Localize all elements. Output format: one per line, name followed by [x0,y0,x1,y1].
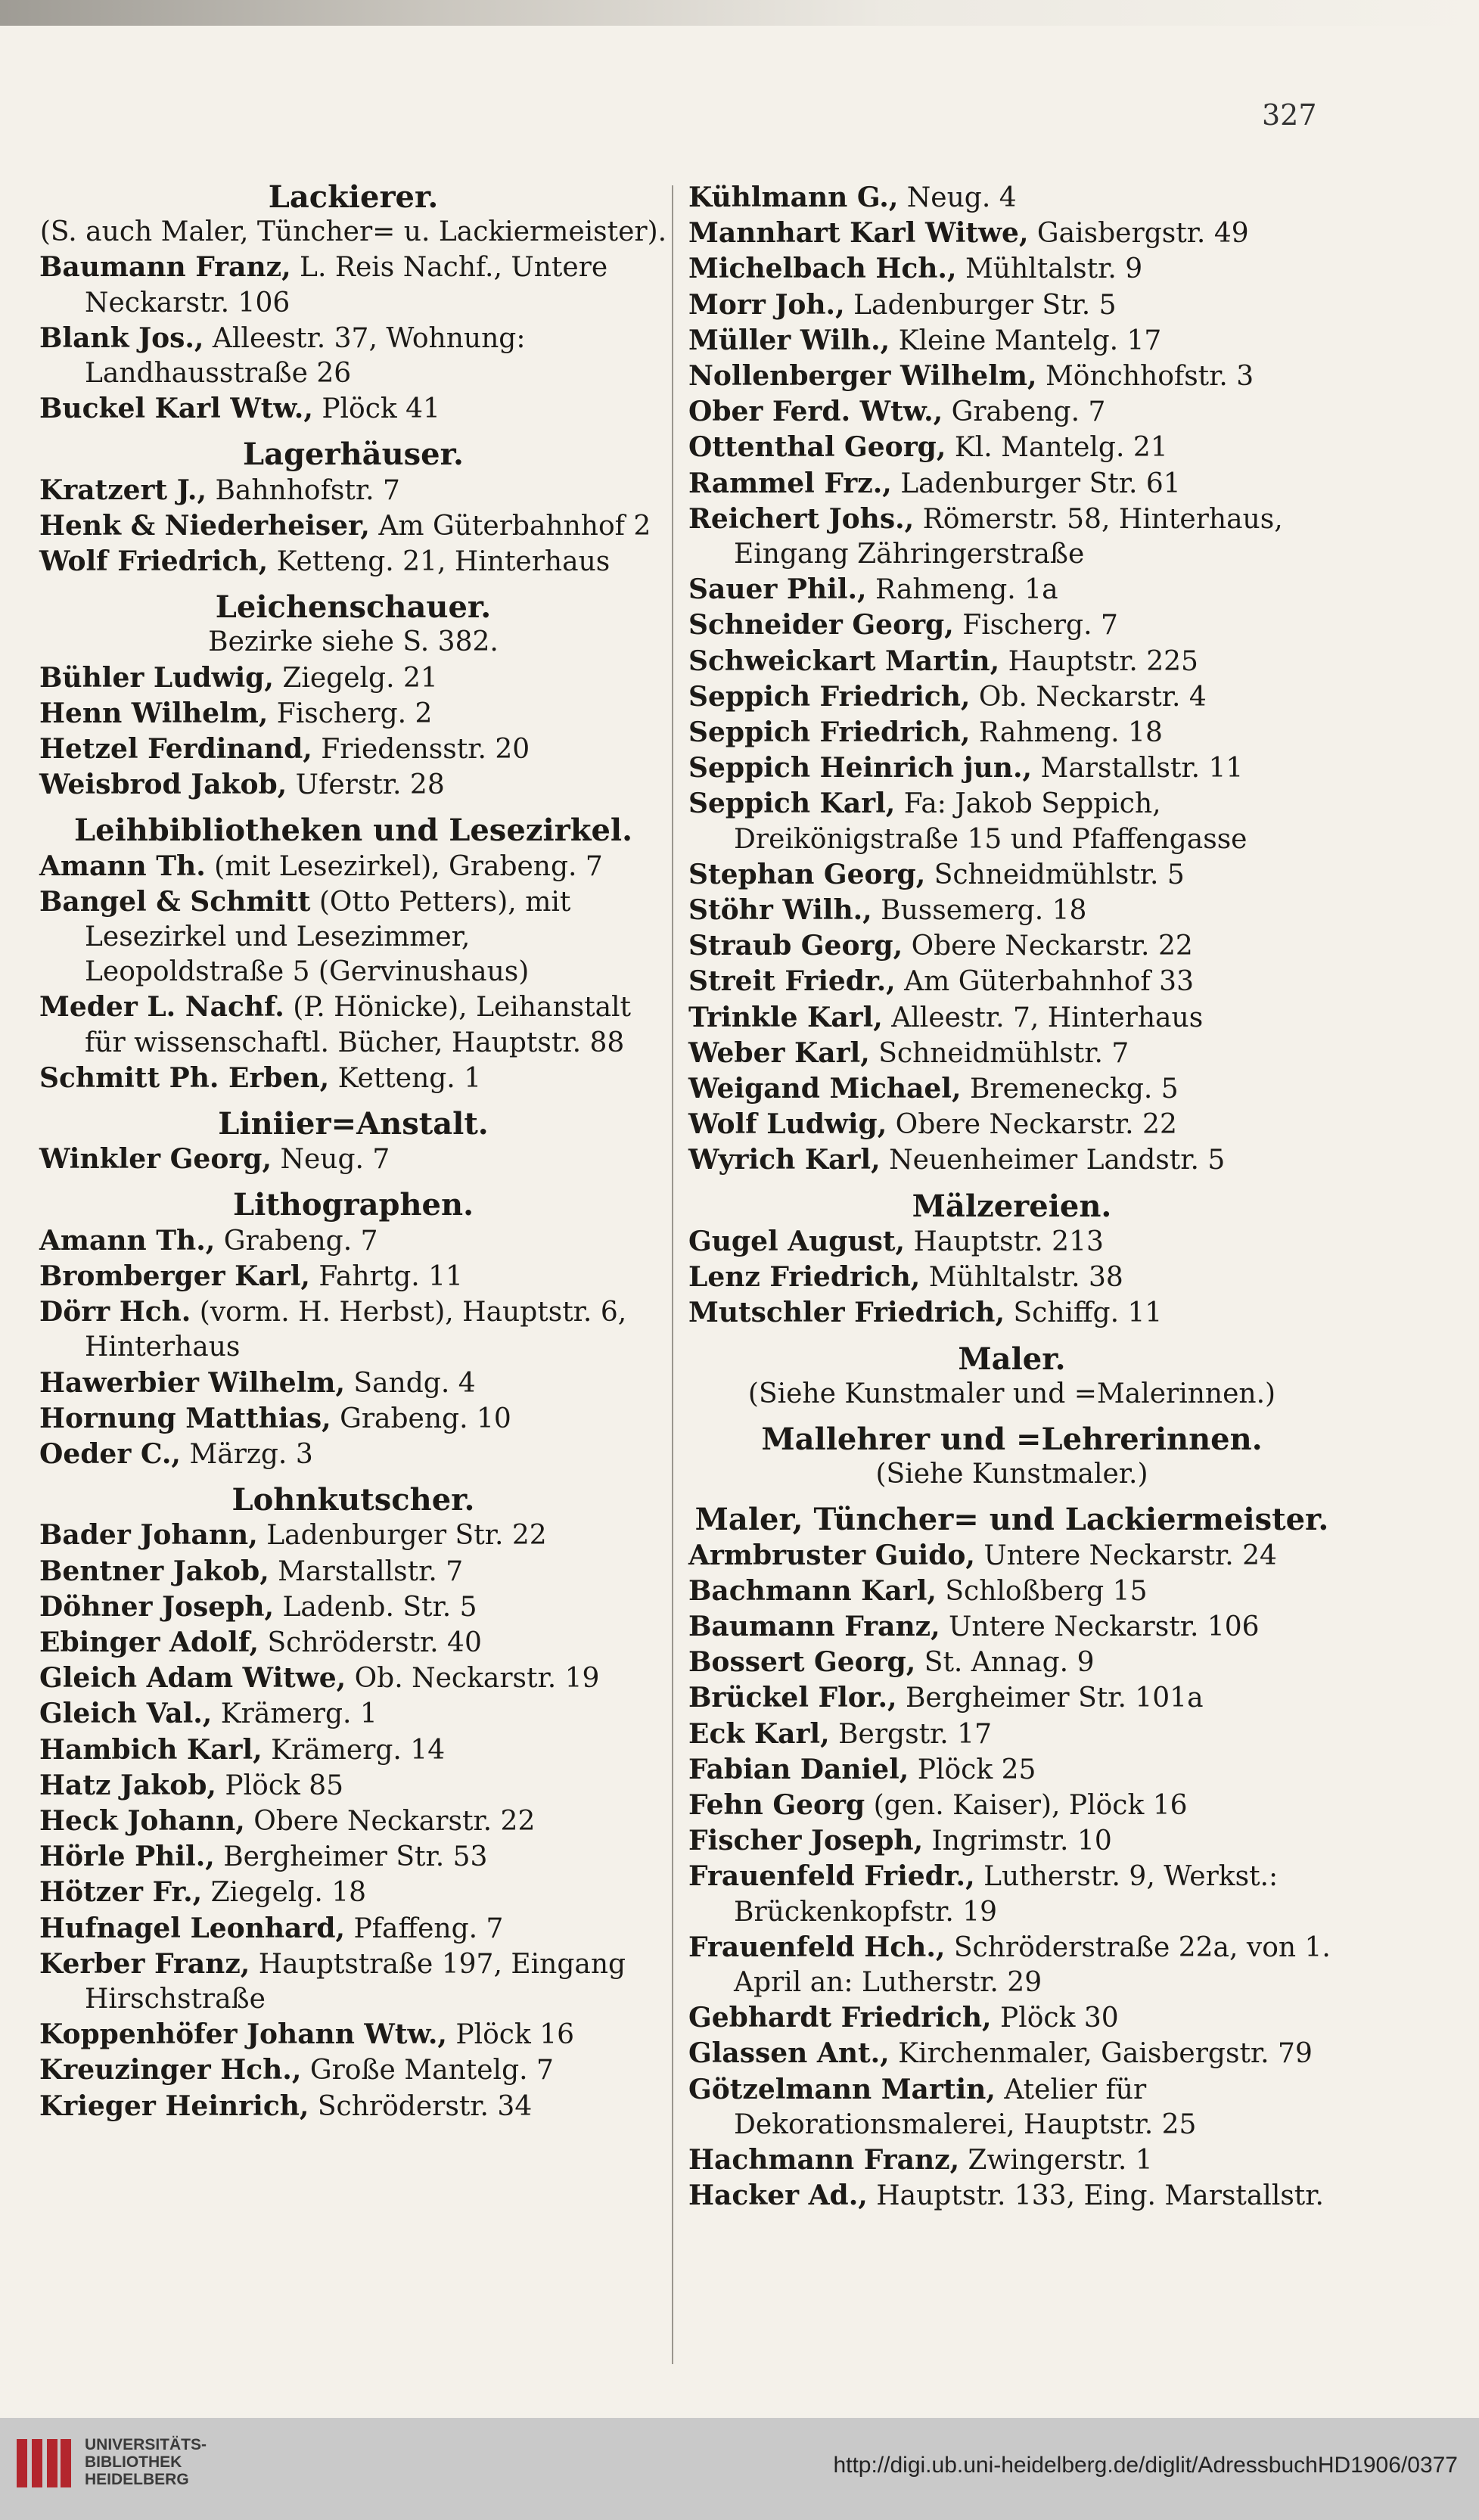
directory-entry [688,1538,1335,1574]
entry-name: Weber Karl, [688,1036,870,1069]
entry-address: Plöck 16 [446,2019,575,2051]
entry-address: Fahrtg. 11 [309,1260,463,1292]
entry-name: Straub Georg, [688,930,903,962]
directory-entry [39,1839,667,1875]
entry-name: Seppich Friedrich, [688,716,971,749]
entry-name: Ober Ferd. Wtw., [688,396,943,428]
section-heading: Lohnkutscher. [231,1482,475,1518]
directory-entry [688,1752,1335,1788]
entry-address: Obere Neckarstr. 22 [887,1109,1177,1141]
entry-address: Sandg. 4 [344,1367,476,1399]
entry-address: Kleine Mantelg. 17 [890,325,1162,356]
entry-name: Hachmann Franz, [688,2143,960,2176]
entry-address: Fischerg. 2 [268,698,433,729]
entry-name: Gleich Adam Witwe, [39,1662,346,1695]
directory-entry [39,391,667,427]
entry-address: Ingrimstr. 10 [923,1826,1112,1857]
directory-entry [39,321,667,391]
entry-address: Märzg. 3 [180,1438,313,1470]
entry-address: Atelier für Dekorationsmalerei, Hauptstr. 25 [734,2074,1197,2140]
entry-address: Rahmeng. 1a [866,574,1058,606]
entry-name: Hatz Jakob, [39,1769,216,1801]
directory-entry [688,1224,1335,1260]
entry-name: Schneider Georg, [688,609,954,642]
entry-address: Kl. Mantelg. 21 [946,432,1168,464]
entry-name: Bader Johann, [39,1519,258,1552]
directory-entry [688,1645,1335,1680]
page-number: 327 [1262,98,1317,132]
section-gap [39,1096,667,1107]
entry-name: Trinkle Karl, [688,1001,883,1033]
entry-name: Weisbrod Jakob, [39,769,287,801]
directory-entry [39,1366,667,1401]
section-gap [688,1179,1335,1189]
entry-address: (vorm. H. Herbst), Hauptstr. 6, Hinterhaus [85,1297,627,1363]
entry-name: Kratzert J., [39,474,207,506]
directory-entry [688,1574,1335,1609]
directory-entry [688,2178,1335,2214]
section-gap [39,580,667,590]
section-heading: Maler, Tüncher= und Lackiermeister. [694,1502,1329,1538]
entry-address: Bergheimer Str. 53 [214,1841,488,1873]
directory-entry [39,1223,667,1259]
section-gap [39,803,667,813]
entry-name: Amann Th. [39,850,206,882]
entry-address: Ladenburger Str. 22 [257,1520,547,1552]
entry-name: Koppenhöfer Johann Wtw., [39,2018,447,2051]
entry-address: Rahmeng. 18 [970,717,1163,749]
entry-address: Große Mantelg. 7 [301,2055,554,2087]
directory-entry [39,1294,667,1365]
directory-entry [688,2036,1335,2071]
directory-entry [39,544,667,580]
directory-entry [688,180,1335,216]
entry-name: Amann Th., [39,1224,216,1257]
section-heading: Lithographen. [232,1187,474,1223]
section-heading: Mälzereien. [912,1188,1112,1224]
directory-entry [688,928,1335,964]
entry-name: Michelbach Hch., [688,253,957,285]
directory-entry [688,287,1335,323]
entry-address: Schneidmühlstr. 5 [925,859,1185,890]
directory-entry [688,2142,1335,2178]
directory-entry [688,1930,1335,2000]
entry-address: Am Güterbahnhof 33 [895,966,1194,998]
section-gap [688,1492,1335,1502]
directory-entry [39,2017,667,2052]
entry-address: Ziegelg. 21 [273,662,438,694]
directory-entry [688,466,1335,502]
entry-name: Gebhardt Friedrich, [688,2002,992,2034]
entry-address: Obere Neckarstr. 22 [903,931,1193,962]
entry-name: Frauenfeld Friedr., [688,1860,975,1893]
entry-name: Kühlmann G., [688,182,899,213]
entry-name: Wolf Friedrich, [39,545,269,578]
directory-entry [688,1788,1335,1823]
entry-address: Mönchhofstr. 3 [1036,361,1254,393]
entry-name: Brückel Flor., [688,1682,897,1714]
directory-entry [39,1661,667,1696]
directory-entry [39,1259,667,1294]
entry-name: Rammel Frz., [688,467,892,499]
directory-entry [39,1768,667,1804]
entry-address: Uferstr. 28 [287,769,445,801]
entry-name: Morr Joh., [688,288,845,321]
entry-address: Grabeng. 7 [943,396,1106,428]
entry-name: Fischer Joseph, [688,1825,924,1857]
entry-address: Mühltalstr. 38 [920,1262,1123,1294]
entry-name: Bossert Georg, [688,1646,916,1679]
entry-name: Dörr Hch. [39,1296,191,1328]
entry-name: Oeder C., [39,1437,181,1470]
entry-address: Bergstr. 17 [829,1718,992,1750]
directory-entry [688,1680,1335,1716]
entry-address: Marstallstr. 11 [1032,753,1244,785]
entry-name: Glassen Ant., [688,2037,890,2070]
entry-address: Obere Neckarstr. 22 [244,1805,536,1837]
entry-address: Schiffg. 11 [1005,1297,1163,1329]
entry-name: Bromberger Karl, [39,1260,310,1292]
directory-entry [688,607,1335,643]
section-gap [688,1331,1335,1342]
directory-entry [39,1804,667,1839]
directory-entry [39,884,667,990]
entry-name: Armbruster Guido, [688,1539,975,1571]
directory-entry [688,1000,1335,1036]
directory-entry [688,1260,1335,1295]
entry-name: Schmitt Ph. Erben, [39,1061,330,1094]
entry-address: Alleestr. 37, Wohnung: Landhausstraße 26 [85,322,526,390]
directory-entry [688,572,1335,607]
directory-entry [39,1911,667,1947]
entry-name: Seppich Heinrich jun., [688,752,1033,785]
directory-entry [688,750,1335,786]
entry-address: Bergheimer Str. 101a [896,1683,1204,1714]
entry-name: Schweickart Martin, [688,645,1000,677]
entry-address: Ladenb. Str. 5 [274,1591,477,1623]
directory-entry [688,1609,1335,1645]
entry-address: (Otto Petters), mit Lesezirkel und Lesezimmer, Leopoldstraße 5 (Gervinushaus) [85,886,571,988]
directory-entry [39,990,667,1060]
entry-name: Blank Jos., [39,322,204,354]
entry-name: Meder L. Nachf. [39,991,284,1024]
entry-address: Hauptstr. 225 [999,645,1198,677]
entry-name: Gugel August, [688,1225,906,1257]
entry-name: Seppich Friedrich, [688,680,971,713]
entry-address: Plöck 25 [909,1754,1036,1785]
directory-entry [688,715,1335,750]
directory-entry [688,786,1335,856]
entry-address: Neug. 4 [898,182,1017,213]
university-library-logo-icon [14,2433,74,2494]
directory-entry [688,430,1335,465]
directory-entry [39,696,667,732]
entry-name: Götzelmann Martin, [688,2073,996,2105]
directory-entry [39,1518,667,1553]
entry-address: Schröderstraße 22a, von 1. April an: Lutherstr. 29 [734,1931,1331,1998]
directory-entry [688,857,1335,893]
entry-address: Ladenburger Str. 5 [844,289,1117,321]
entry-name: Hornung Matthias, [39,1402,331,1434]
entry-address: Ziegelg. 18 [202,1877,367,1909]
directory-entry [39,1437,667,1472]
entry-name: Hawerbier Wilhelm, [39,1366,345,1399]
entry-name: Wyrich Karl, [688,1144,881,1176]
library-name-line2: BIBLIOTHEK [85,2453,182,2471]
entry-address: Marstallstr. 7 [269,1555,464,1587]
library-name [85,2436,207,2488]
entry-name: Hufnagel Leonhard, [39,1912,346,1944]
column-divider [672,185,673,2364]
entry-address: (gen. Kaiser), Plöck 16 [865,1789,1188,1821]
section-heading: Liniier=Anstalt. [218,1106,489,1142]
entry-address: Schröderstr. 40 [259,1627,482,1658]
footer-bar [0,2418,1479,2520]
directory-entry [688,1071,1335,1107]
directory-entry [688,323,1335,359]
directory-entry [39,250,667,320]
entry-name: Fehn Georg [688,1788,865,1821]
directory-entry [688,893,1335,928]
entry-address: Bahnhofstr. 7 [207,474,400,506]
entry-name: Heck Johann, [39,1804,245,1837]
section-heading: Mallehrer und =Lehrerinnen. [761,1421,1263,1457]
entry-name: Henn Wilhelm, [39,697,269,729]
entry-name: Streit Friedr., [688,965,896,998]
directory-entry [688,1859,1335,1929]
entry-name: Hacker Ad., [688,2180,868,2212]
section-heading: Maler. [958,1341,1066,1377]
entry-name: Seppich Karl, [688,788,896,820]
entry-name: Wolf Ludwig, [688,1108,887,1141]
entry-address: Kirchenmaler, Gaisbergstr. 79 [889,2038,1313,2070]
entry-address: Ladenburger Str. 61 [891,468,1181,499]
section-gap [688,1412,1335,1422]
entry-address: Fischerg. 7 [953,610,1118,642]
entry-address: Römerstr. 58, Hinterhaus, Eingang Zähringerstraße [734,503,1283,570]
entry-name: Hetzel Ferdinand, [39,733,312,766]
entry-name: Müller Wilh., [688,324,890,356]
entry-address: Ketteng. 1 [329,1062,482,1094]
entry-name: Hötzer Fr., [39,1876,203,1909]
entry-address: Schloßberg 15 [936,1575,1148,1607]
entry-name: Bangel & Schmitt [39,885,311,918]
entry-name: Fabian Daniel, [688,1753,909,1785]
section-heading: Lagerhäuser. [243,437,464,473]
directory-entry [688,1107,1335,1142]
entry-name: Stöhr Wilh., [688,894,872,927]
entry-name: Ebinger Adolf, [39,1626,259,1658]
directory-entry [39,1401,667,1437]
entry-address: Lutherstr. 9, Werkst.: Brückenkopfstr. 19 [734,1861,1279,1928]
entry-address: Neuenheimer Landstr. 5 [880,1145,1226,1176]
directory-entry [688,216,1335,251]
directory-entry [688,1142,1335,1178]
directory-entry [688,2072,1335,2142]
entry-name: Bentner Jakob, [39,1555,269,1587]
entry-address: Gaisbergstr. 49 [1028,218,1249,250]
entry-address: Hauptstraße 197, Eingang Hirschstraße [85,1948,626,2015]
entry-name: Frauenfeld Hch., [688,1931,946,1963]
entry-name: Gleich Val., [39,1698,213,1730]
directory-entry [688,1823,1335,1859]
entry-name: Reichert Johs., [688,502,915,535]
directory-entry [688,394,1335,430]
directory-entry [688,679,1335,715]
section-note: (S. auch Maler, Tüncher= u. Lackiermeister). [39,216,667,248]
entry-address: Untere Neckarstr. 106 [940,1611,1260,1642]
left-column [39,180,667,2124]
entry-name: Bachmann Karl, [688,1574,937,1607]
section-note: (Siehe Kunstmaler.) [875,1459,1148,1490]
directory-entry [39,849,667,884]
directory-entry [39,473,667,508]
section-gap [39,1472,667,1483]
source-url-link[interactable]: http://digi.ub.uni-heidelberg.de/diglit/AdressbuchHD1906/0377 [833,2453,1458,2478]
entry-address: Bremeneckg. 5 [961,1074,1179,1105]
entry-name: Weigand Michael, [688,1073,962,1105]
entry-name: Winkler Georg, [39,1143,272,1176]
entry-address: Am Güterbahnhof 2 [369,510,651,542]
entry-address: Plöck 85 [216,1770,344,1801]
entry-address: (P. Hönicke), Leihanstalt für wissenschaftl. Bücher, Hauptstr. 88 [85,992,632,1058]
entry-name: Stephan Georg, [688,858,926,890]
entry-name: Mutschler Friedrich, [688,1297,1005,1329]
entry-name: Hambich Karl, [39,1733,263,1766]
section-heading: Leihbibliotheken und Lesezirkel. [73,813,633,849]
entry-address: Fa: Jakob Seppich, Dreikönigstraße 15 und Pfaffengasse [734,788,1248,855]
directory-entry [688,644,1335,679]
directory-entry [39,1061,667,1096]
directory-entry [39,1732,667,1768]
directory-entry [688,964,1335,999]
library-name-line1: UNIVERSITÄTS- [85,2436,207,2453]
section-heading: Lackierer. [268,179,439,215]
entry-address: Schneidmühlstr. 7 [869,1037,1129,1069]
directory-entry [39,2052,667,2088]
entry-address: Zwingerstr. 1 [959,2144,1153,2176]
entry-name: Kerber Franz, [39,1947,250,1980]
entry-address: Schröderstr. 34 [309,2090,533,2122]
entry-address: Bussemerg. 18 [872,895,1087,927]
directory-entry [39,1696,667,1732]
section-note: (Siehe Kunstmaler und =Malerinnen.) [747,1378,1276,1409]
entry-name: Baumann Franz, [39,251,291,284]
entry-address: St. Annag. 9 [915,1647,1095,1679]
directory-entry [39,2089,667,2124]
section-gap [39,427,667,437]
section-gap [39,1177,667,1188]
section-note: Bezirke siehe S. 382. [208,626,499,658]
directory-entry [39,1554,667,1589]
entry-address: Plöck 30 [991,2003,1119,2034]
directory-entry [39,508,667,544]
entry-address: Pfaffeng. 7 [345,1913,504,1944]
entry-address: Plöck 41 [312,393,440,425]
entry-address: Ob. Neckarstr. 4 [970,681,1207,713]
right-column [688,180,1335,2214]
directory-entry [39,1589,667,1625]
entry-address: (mit Lesezirkel), Grabeng. 7 [205,850,603,882]
directory-entry [688,359,1335,394]
scan-edge-strip [0,0,1479,26]
entry-address: Mühltalstr. 9 [956,253,1143,285]
entry-name: Henk & Niederheiser, [39,509,370,542]
entry-address: Grabeng. 10 [331,1403,511,1434]
entry-name: Ottenthal Georg, [688,431,946,464]
entry-name: Mannhart Karl Witwe, [688,217,1029,250]
entry-address: Hauptstr. 133, Eing. Marstallstr. [867,2180,1324,2212]
entry-address: L. Reis Nachf., Untere Neckarstr. 106 [85,252,608,318]
directory-entry [688,1717,1335,1752]
directory-entry [39,660,667,696]
directory-entry [39,1947,667,2017]
entry-name: Lenz Friedrich, [688,1261,921,1294]
section-heading: Leichenschauer. [215,589,492,626]
entry-name: Baumann Franz, [688,1610,940,1642]
entry-name: Bühler Ludwig, [39,661,274,694]
entry-address: Krämerg. 1 [212,1698,378,1730]
directory-entry [688,502,1335,572]
entry-name: Krieger Heinrich, [39,2090,309,2122]
entry-name: Döhner Joseph, [39,1590,275,1623]
directory-entry [39,732,667,767]
entry-name: Nollenberger Wilhelm, [688,360,1037,393]
entry-address: Krämerg. 14 [262,1734,446,1766]
entry-address: Alleestr. 7, Hinterhaus [882,1002,1204,1033]
directory-entry [39,1142,667,1177]
directory-entry [39,1625,667,1661]
directory-entry [688,1295,1335,1331]
directory-entry [688,1036,1335,1071]
directory-entry [688,251,1335,287]
entry-address: Grabeng. 7 [215,1225,378,1257]
directory-entry [39,767,667,803]
entry-address: Friedensstr. 20 [312,734,530,766]
entry-name: Kreuzinger Hch., [39,2054,302,2087]
entry-address: Ketteng. 21, Hinterhaus [268,546,611,578]
directory-entry [688,2000,1335,2036]
directory-entry [39,1875,667,1910]
entry-name: Sauer Phil., [688,573,867,606]
entry-address: Untere Neckarstr. 24 [974,1540,1277,1571]
entry-address: Hauptstr. 213 [905,1226,1104,1257]
entry-address: Neug. 7 [272,1144,390,1176]
library-name-line3: HEIDELBERG [85,2471,189,2488]
entry-name: Hörle Phil., [39,1841,215,1873]
entry-address: Ob. Neckarstr. 19 [346,1663,600,1695]
entry-name: Buckel Karl Wtw., [39,393,313,425]
entry-name: Eck Karl, [688,1717,830,1750]
